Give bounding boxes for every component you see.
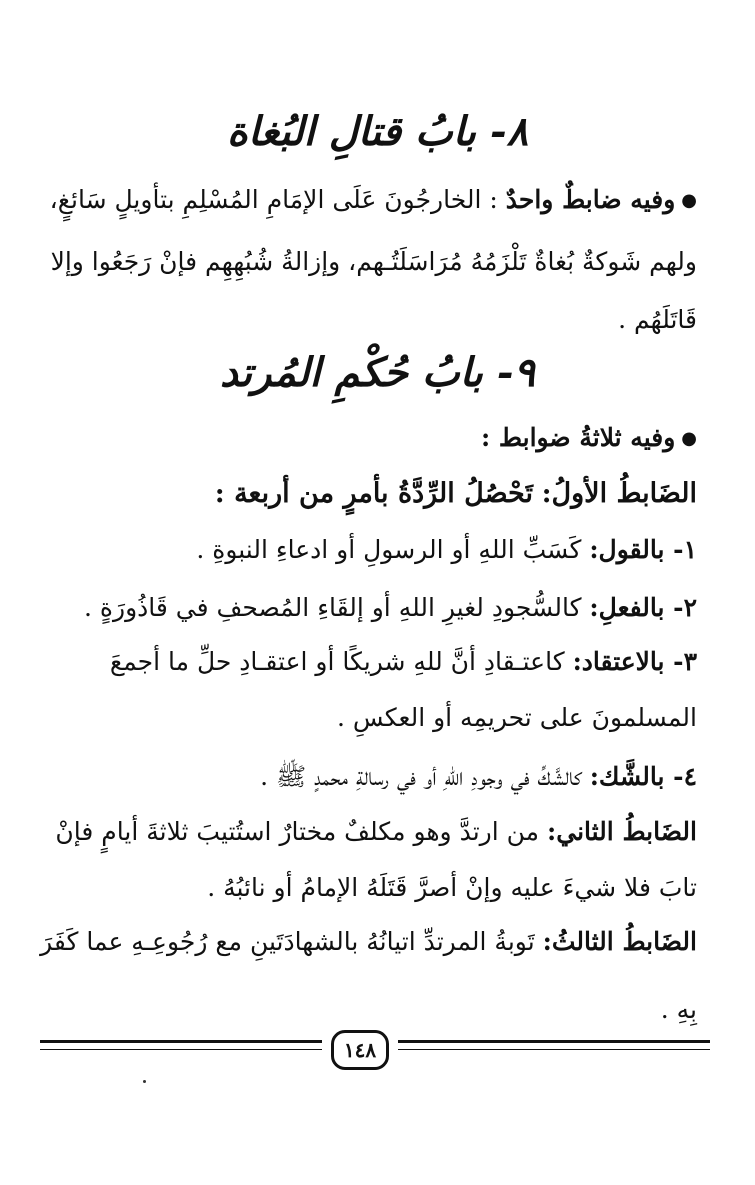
rule-1-label: الضَابطُ الأولُ:	[541, 478, 697, 509]
item-1-text: كَسَبِّ اللهِ أو الرسولِ أو ادعاءِ النبوةِ .	[196, 535, 582, 564]
item-4-label: ٤- بالشَّك:	[589, 762, 697, 791]
baghat-definition: : الخارجُونَ عَلَى الإمَامِ المُسْلِمِ بتأويلٍ سَائغٍ،	[49, 185, 498, 214]
item-2-label: ٢- بالفعلِ:	[589, 593, 697, 622]
page-number: ١٤٨	[331, 1030, 389, 1070]
rule-3-text: تَوبةُ المرتدِّ اتيانُهُ بالشهادَتَينِ مع رُجُوعِـهِ عما كَفَرَ	[40, 927, 535, 956]
bullet-icon: ●	[681, 190, 697, 211]
item-3-continued: المسلمونَ على تحريمِه أو العكسِ .	[336, 703, 697, 732]
rule-1	[57, 474, 697, 514]
item-4	[57, 757, 697, 797]
item-2	[57, 588, 697, 628]
rule-3-continued: بِهِ .	[660, 995, 697, 1024]
item-3-label: ٣- بالاعتقاد:	[572, 647, 697, 676]
murtadd-intro-label: وفيه ثلاثةُ ضوابط :	[480, 423, 676, 452]
rule-2-continued: تابَ فلا شيءَ عليه وإنْ أصرَّ قَتَلَهُ الإمامُ أو نائبُهُ .	[207, 873, 697, 902]
chapter-heading-murtadd: ٩- بابُ حُكْمِ المُرتد	[220, 349, 535, 396]
rule-1-text: تَحْصُلُ الرِّدَّةُ بأمرٍ من أربعة :	[214, 478, 533, 509]
item-3	[57, 642, 697, 682]
speck-mark	[143, 1080, 146, 1083]
baghat-line-2: ولهم شَوكةٌ بُغاةٌ تَلْزَمُهُ مُرَاسَلَتُـهم، وإزالةُ شُبُهِهِم فإنْ رَجَعُوا وإلا	[50, 247, 697, 276]
item-1-label: ١- بالقول:	[589, 535, 697, 564]
baghat-line-1	[49, 180, 697, 221]
item-2-text: كالسُّجودِ لغيرِ اللهِ أو إلقَاءِ المُصحفِ في قَاذُورَةٍ .	[84, 593, 582, 622]
rule-2	[57, 812, 697, 852]
chapter-heading-baghat: ٨- بابُ قتالِ البُغاة	[226, 108, 529, 155]
baghat-line-3: قَاتَلَهُم .	[618, 305, 697, 334]
footer-rule-right	[398, 1040, 710, 1050]
baghat-intro-label: وفيه ضابطٌ واحدٌ	[505, 185, 676, 214]
item-3-text: كاعتـقادِ أنَّ للهِ شريكًا أو اعتقـادِ حلِّ ما أجمعَ	[109, 647, 565, 676]
rule-2-label: الضَابطُ الثاني:	[547, 817, 697, 846]
rule-2-text: من ارتدَّ وهو مكلفٌ مختارٌ استُتيبَ ثلاثةَ أيامٍ فإنْ	[55, 817, 540, 846]
item-1	[57, 530, 697, 570]
footer-rule-left	[40, 1040, 322, 1050]
item-4-text: كالشَّكِّ في وجودِ اللهِ أو في رسالةِ محمدٍ ﷺ .	[260, 762, 582, 791]
rule-3-label: الضَابطُ الثالثُ:	[542, 927, 697, 956]
murtadd-intro	[57, 418, 697, 459]
rule-3	[40, 922, 697, 962]
bullet-icon: ●	[681, 428, 697, 449]
